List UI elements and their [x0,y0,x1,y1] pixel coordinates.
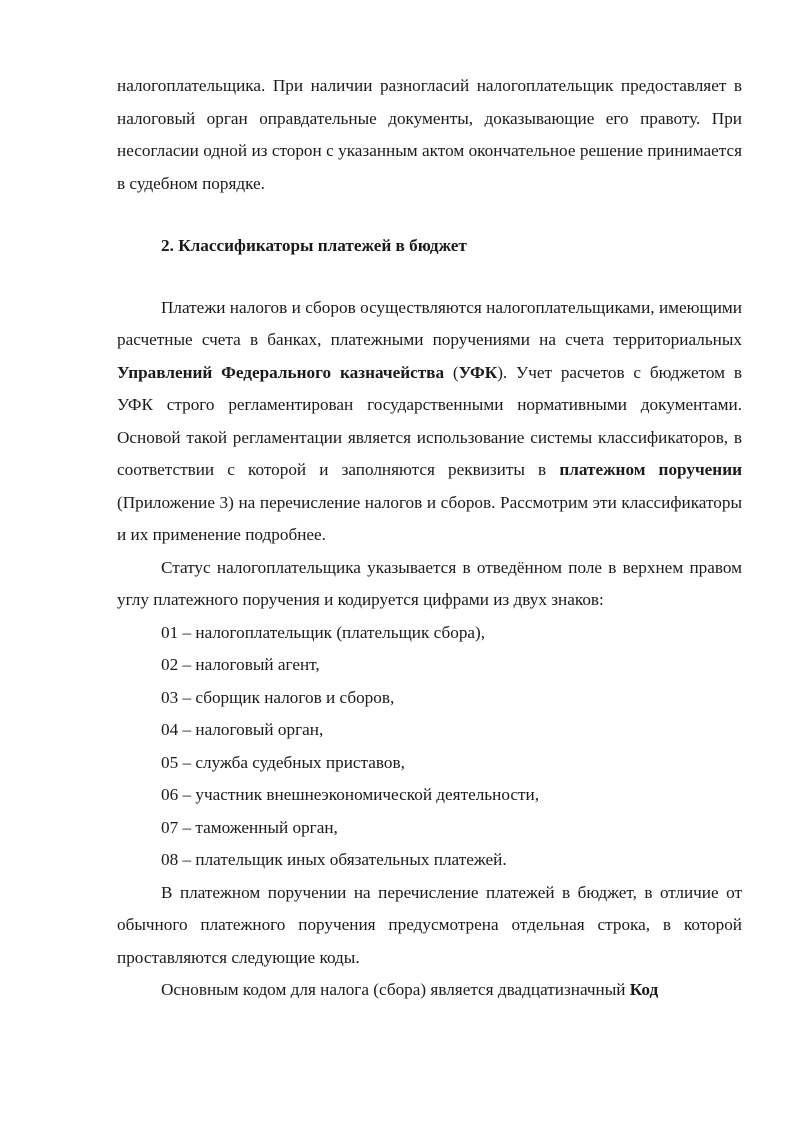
list-item: 08 – плательщик иных обязательных платежей. [161,850,507,869]
bold-term-code: Код [629,980,659,999]
section-heading: 2. Классификаторы платежей в бюджет [161,236,467,255]
status-code-list [117,617,742,877]
bold-term-payment-order: платежном поручении [559,460,742,479]
paragraph-taxpayer-status: Статус налогоплательщика указывается в отведённом поле в верхнем правом углу платежного поручения и кодируется цифрами из двух знаков: [117,557,742,609]
list-item: 04 – налоговый орган, [161,720,324,739]
paragraph-payment-methods [117,292,742,552]
bold-term-ufk-full: Управлений Федерального казначейства [117,362,445,382]
text-run: (Приложение 3) на перечисление налогов и сборов. Рассмотрим эти классификаторы и их применение подробнее. [117,492,742,544]
text-run: Платежи налогов и сборов осуществляются налогоплательщиками, имеющими расчетные счета в банках, платежными поручениями на счета территориальных [117,297,742,349]
list-item: 07 – таможенный орган, [161,817,338,837]
text-run: Основным кодом для налога (сбора) является двадцатизначный [161,980,630,999]
list-item: 06 – участник внешнеэкономической деятельности, [161,785,539,804]
list-item: 03 – сборщик налогов и сборов, [161,687,395,707]
text-run: ( [444,362,459,382]
bold-term-ufk: УФК [458,362,498,382]
list-item: 02 – налоговый агент, [161,655,320,674]
paragraph-budget-codes-line: В платежном поручении на перечисление платежей в бюджет, в отличие от обычного платежного поручения предусмотрена отдельная строка, в которой проставляются следующие коды. [117,882,742,967]
paragraph-dispute-resolution: налогоплательщика. При наличии разногласий налогоплательщик предоставляет в налоговый орган оправдательные документы, доказывающие его правоту. При несогласии одной из сторон с указанным актом окончательное решение принимается в судебном порядке. [117,76,742,193]
text-run: ). Учет расчетов с бюджетом в УФК строго регламентирован государственными нормативными документами. Основой такой регламентации является использование системы классификаторов, в соответствии с которой и заполняются реквизиты в [117,362,742,479]
list-item: 05 – служба судебных приставов, [161,752,405,772]
list-item: 01 – налогоплательщик (плательщик сбора), [161,622,486,642]
paragraph-main-code [117,974,742,1007]
